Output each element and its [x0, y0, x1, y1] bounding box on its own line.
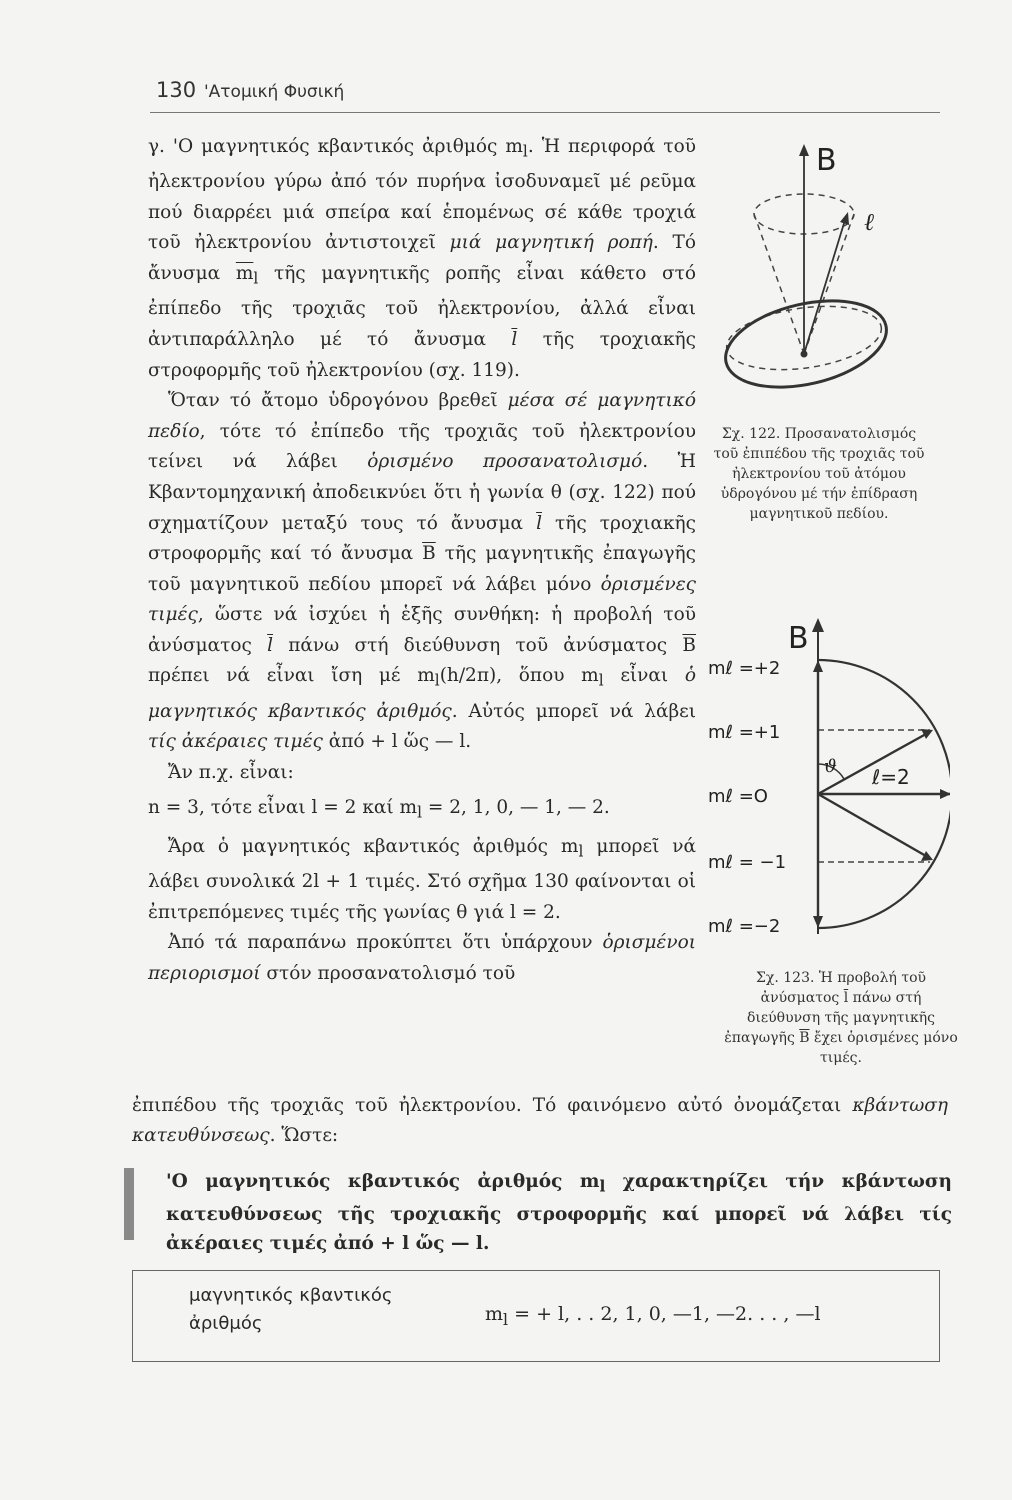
b-axis-arrow-head — [812, 618, 824, 632]
page-number: 130 — [156, 78, 197, 102]
paragraph-count: Ἄρα ὁ μαγνητικός κβαντικός ἀριθμός $m_l$ μπορεῖ νά λάβει συνολικά 2l + 1 τιμές. Στό σχῆμα 130 φαίνονται οἱ ἐπιτρεπόμενες τιμές τῆς γωνίας θ γιά l = 2. — [148, 835, 696, 923]
level-label-minus-2: mℓ =−2 — [708, 916, 781, 937]
nucleus — [801, 351, 808, 358]
figure-123-space-quantization — [700, 612, 950, 952]
page-header — [150, 68, 940, 118]
electron-orbit — [717, 287, 895, 402]
figure-122-caption: Σχ. 122. Προσανατολισμός τοῦ ἐπιπέδου τῆς τροχιᾶς τοῦ ἠλεκτρονίου τοῦ ἀτόμου ὑδρογόνου μέ τήν ἐπίδραση μαγνητικοῦ πεδίου. — [713, 426, 925, 522]
header-rule — [150, 112, 940, 113]
level-label-0: mℓ =O — [708, 786, 768, 807]
rule-margin-bar — [124, 1168, 134, 1240]
l-vector-arrow — [804, 220, 845, 354]
theta-label: ϑ — [824, 756, 837, 777]
example-equation: n = 3, τότε εἶναι l = 2 καί $m_l = 2$, 1, 0, — 1, — 2. — [148, 796, 610, 822]
main-text-column — [148, 132, 696, 989]
b-label: B — [788, 621, 809, 656]
formula-label-continued: ἀριθμός — [189, 1313, 263, 1334]
l-value-label: ℓ=2 — [872, 765, 910, 789]
level-label-minus-1: mℓ = −1 — [708, 852, 787, 873]
paragraph-example: Ἄν π.χ. εἶναι: — [168, 761, 294, 783]
l-arrow-head — [840, 212, 849, 225]
level-label-plus-2: mℓ =+2 — [708, 658, 781, 679]
figure-122-orbit-precession — [712, 132, 948, 422]
b-label: B — [816, 143, 837, 178]
l-label: ℓ — [864, 208, 874, 236]
paragraph-magnetic-quantum-number: γ. 'Ο μαγνητικός κβαντικός ἀριθμός $m_l$. Ἡ περιφορά τοῦ ἠλεκτρονίου γύρω ἀπό τόν πυρήνα ἰσοδυναμεῖ μέ ρεῦμα πού διαρρέει μιά σπείρα καί ἑπομένως σέ κάθε τροχιά τοῦ ἠλεκτρονίου ἀντιστοιχεῖ μιά μαγνητική ροπή. Τό ἄνυσμα $\overline{m}_l$ τῆς μαγνητικῆς ροπῆς εἶναι κάθετο στό ἐπίπεδο τῆς τροχιᾶς τοῦ ἠλεκτρονίου, ἀλλά εἶναι ἀντιπαράλληλο μέ τό ἄνυσμα $\overline{l}$ τῆς τροχιακῆς στροφορμῆς τοῦ ἠλεκτρονίου (σχ. 119). — [148, 136, 696, 381]
formula-expression: $m_l$ = + l, . . 2, 1, 0, —1, —2. . . , —l — [485, 1303, 821, 1329]
formula-box — [132, 1270, 940, 1362]
paragraph-magnetic-field: Ὅταν τό ἄτομο ὑδρογόνου βρεθεῖ μέσα σέ μαγνητικό πεδίο, τότε τό ἐπίπεδο τῆς τροχιᾶς τοῦ ἠλεκτρονίου τείνει νά λάβει ὁρισμένο προσανατολισμό. Ἡ Κβαντομηχανική ἀποδεικνύει ὅτι ἡ γωνία θ (σχ. 122) πού σχηματίζουν μεταξύ τους τό ἄνυσμα $\overline{l}$ τῆς τροχιακῆς στροφορμῆς καί τό ἄνυσμα $\overline{B}$ τῆς μαγνητικῆς ἐπαγωγῆς τοῦ μαγνητικοῦ πεδίου μπορεῖ νά λάβει μόνο ὁρισμένες τιμές, ὥστε νά ἰσχύει ἡ ἑξῆς συνθήκη: ἡ προβολή τοῦ ἀνύσματος $\overline{l}$ πάνω στή διεύθυνση τοῦ ἀνύσματος $\overline{B}$ πρέπει νά εἶναι ἴση μέ $m_l(h/2\pi)$, ὅπου $m_l$ εἶναι ὁ μαγνητικός κβαντικός ἀριθμός. Αὐτός μπορεῖ νά λάβει τίς ἀκέραιες τιμές ἀπό + l ὥς — l. — [148, 390, 697, 753]
level-label-plus-1: mℓ =+1 — [708, 722, 781, 743]
l-vectors — [818, 668, 950, 920]
rule-statement — [124, 1162, 954, 1254]
paragraph-conclusion-start: Ἀπό τά παραπάνω προκύπτει ὅτι ὑπάρχουν ὁρισμένοι περιορισμοί στόν προσανατολισμό τοῦ — [148, 932, 696, 984]
b-arrow-head — [799, 144, 809, 156]
figure-123-caption: Σχ. 123. Ἡ προβολή τοῦ ἀνύσματος $\overline{l}$ πάνω στή διεύθυνση τῆς μαγνητικῆς ἐπαγωγῆς $\overline{B}$ ἔχει ὁρισμένες μόνο τιμές. — [724, 970, 958, 1066]
running-title: 'Ατομική Φυσική — [204, 82, 345, 102]
rule-text: 'Ο μαγνητικός κβαντικός ἀριθμός $m_l$ χαρακτηρίζει τήν κβάντωση κατευθύνσεως τῆς τροχιακῆς στροφορμῆς καί μπορεῖ νά λάβει τίς ἀκέραιες τιμές ἀπό + l ὥς — l. — [166, 1171, 952, 1254]
paragraph-conclusion-continued: ἐπιπέδου τῆς τροχιᾶς τοῦ ἠλεκτρονίου. Τό φαινόμενο αὐτό ὀνομάζεται κβάντωση κατευθύνσεως. Ὥστε: — [132, 1095, 948, 1146]
formula-label: μαγνητικός κβαντικός — [189, 1285, 393, 1306]
level-lines — [818, 730, 930, 862]
